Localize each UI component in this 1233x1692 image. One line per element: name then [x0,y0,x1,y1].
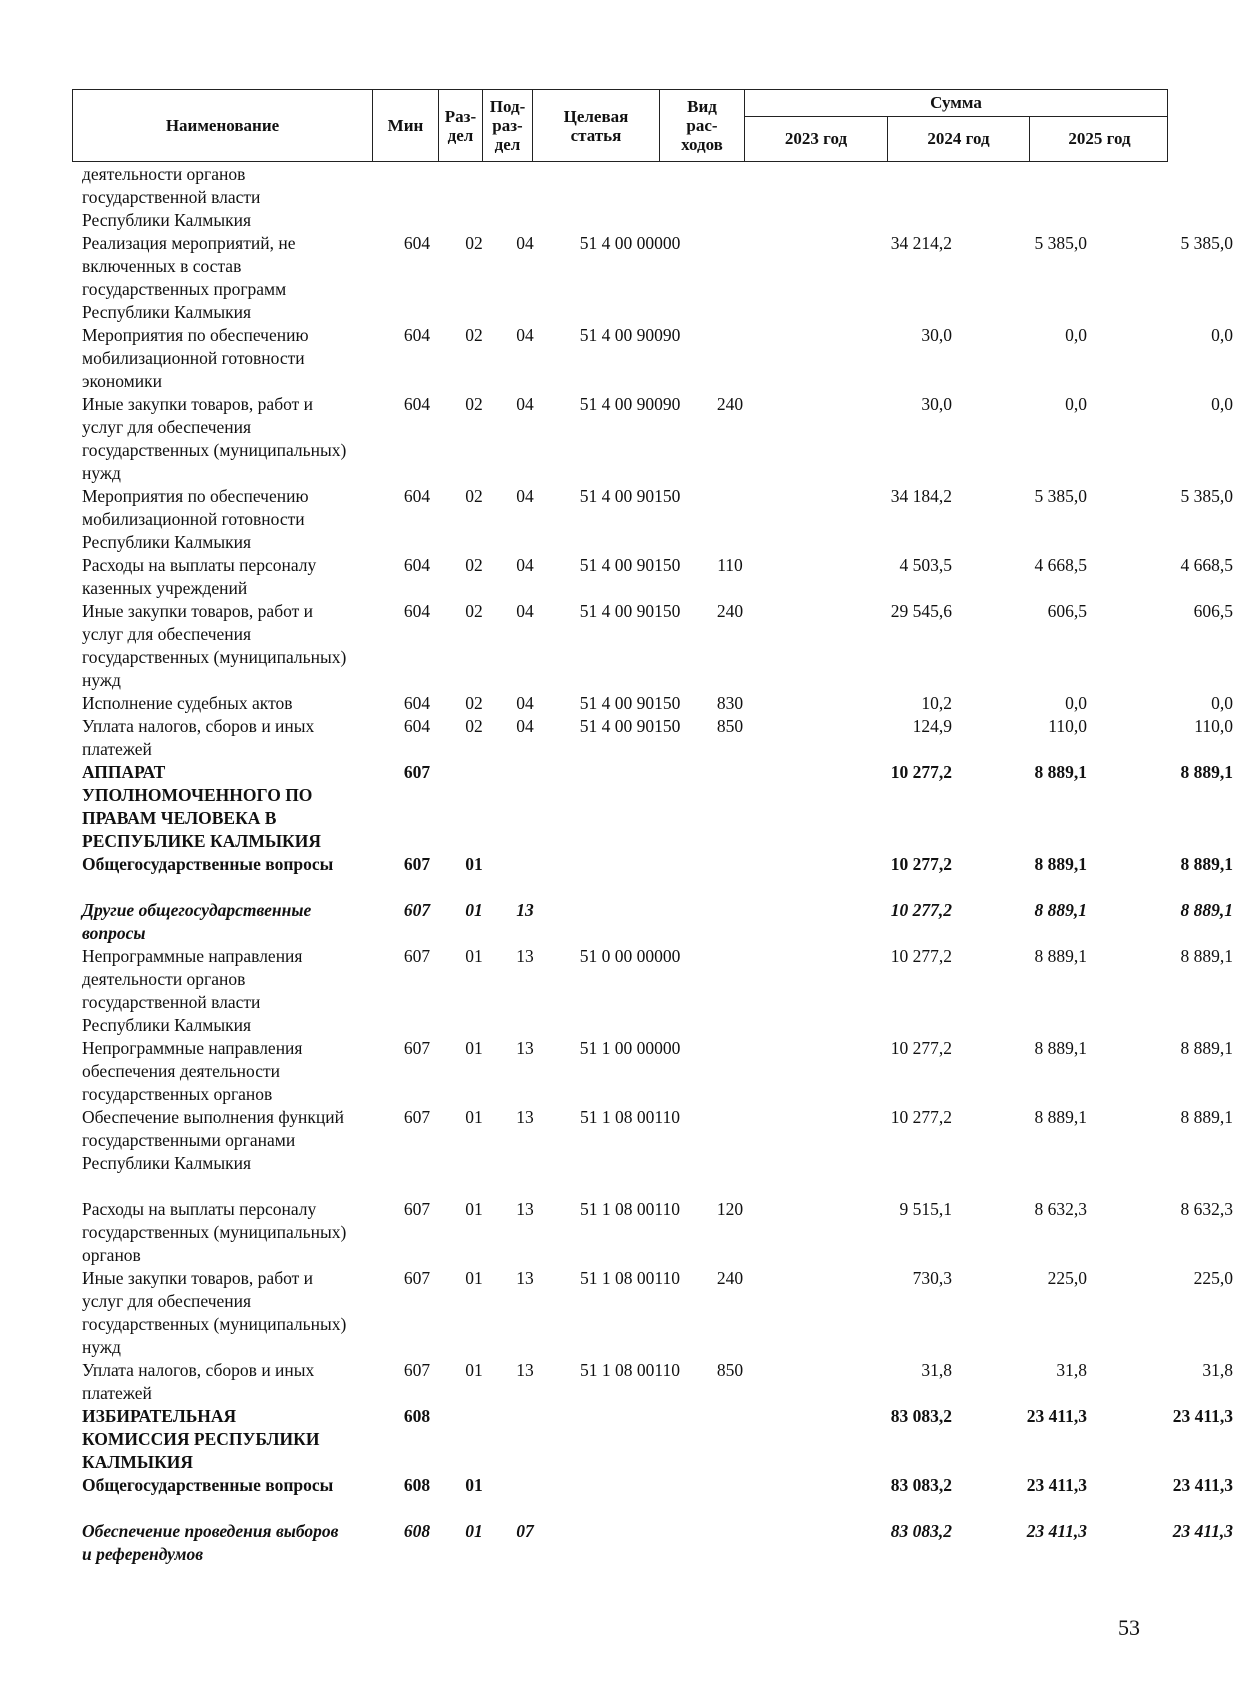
cell-name: Иные закупки товаров, работ и услуг для обеспечения государственных (муниципальных) нужд [82,601,347,690]
header-2023: 2023 год [745,116,888,161]
cell-name: Непрограммные направления обеспечения деятельности государственных органов [82,1038,303,1104]
cell-y1: 30,0 [921,394,952,414]
cell-name: деятельности органов государственной власти Республики Калмыкия [82,164,261,230]
cell-y3: 606,5 [1193,601,1233,621]
cell-y2: 23 411,3 [1026,1475,1087,1495]
cell-y1: 10 277,2 [890,946,952,966]
cell-min: 607 [403,900,431,920]
cell-y1: 29 545,6 [890,601,952,621]
table-row [72,1198,1233,1267]
cell-pr: 13 [516,1360,534,1380]
cell-rz: 01 [465,854,483,874]
cell-y3: 8 889,1 [1180,762,1233,782]
cell-rz: 01 [465,1199,483,1219]
cell-cs: 51 1 08 00110 [580,1199,680,1219]
cell-y3: 8 632,3 [1180,1199,1233,1219]
cell-min: 604 [403,233,431,253]
cell-name: Иные закупки товаров, работ и услуг для обеспечения государственных (муниципальных) нужд [82,394,347,483]
cell-pr: 04 [516,325,534,345]
cell-y1: 83 083,2 [890,1406,952,1426]
cell-rz: 02 [465,233,483,253]
cell-vr: 240 [716,394,744,414]
cell-rz: 02 [465,601,483,621]
cell-rz: 01 [465,900,483,920]
cell-min: 607 [403,1360,431,1380]
cell-pr: 13 [516,1268,534,1288]
cell-pr: 07 [516,1521,534,1541]
cell-cs: 51 1 08 00110 [580,1360,680,1380]
cell-min: 607 [403,854,431,874]
table-body [72,163,1233,1566]
cell-y2: 5 385,0 [1034,486,1087,506]
cell-cs: 51 1 08 00110 [580,1107,680,1127]
cell-cs: 51 4 00 00000 [579,233,681,253]
cell-name: Уплата налогов, сборов и иных платежей [82,1360,315,1403]
cell-name: Другие общегосударственные вопросы [82,900,312,943]
cell-name: Реализация мероприятий, не включенных в состав государственных программ Республики Калмыкия [82,233,296,322]
cell-rz: 01 [465,1268,483,1288]
cell-cs: 51 4 00 90150 [579,601,681,621]
cell-y3: 8 889,1 [1180,900,1233,920]
cell-vr: 830 [716,693,744,713]
cell-pr: 04 [516,394,534,414]
cell-cs: 51 4 00 90090 [579,325,681,345]
cell-y1: 83 083,2 [890,1475,952,1495]
cell-rz: 01 [465,1038,483,1058]
cell-y1: 10 277,2 [890,1107,952,1127]
table-row [72,163,1168,232]
cell-y1: 34 184,2 [890,486,952,506]
cell-cs: 51 1 00 00000 [579,1038,681,1058]
cell-y3: 4 668,5 [1180,555,1233,575]
cell-min: 607 [403,946,431,966]
cell-pr: 13 [516,1038,534,1058]
cell-y2: 8 889,1 [1034,762,1087,782]
cell-y1: 9 515,1 [899,1199,952,1219]
table-row [72,485,1233,554]
cell-name: Иные закупки товаров, работ и услуг для обеспечения государственных (муниципальных) нужд [82,1268,347,1357]
cell-y2: 8 889,1 [1034,900,1087,920]
cell-rz: 02 [465,693,483,713]
cell-y3: 8 889,1 [1180,1038,1233,1058]
cell-y1: 30,0 [921,325,952,345]
cell-y3: 8 889,1 [1180,946,1233,966]
cell-y1: 4 503,5 [899,555,952,575]
cell-rz: 02 [465,394,483,414]
cell-pr: 13 [516,900,534,920]
cell-cs: 51 4 00 90150 [579,693,681,713]
cell-cs: 51 1 08 00110 [580,1268,680,1288]
cell-y3: 5 385,0 [1180,486,1233,506]
cell-pr: 13 [516,1199,534,1219]
cell-y3: 23 411,3 [1172,1475,1233,1495]
cell-y2: 8 889,1 [1034,1038,1087,1058]
cell-pr: 04 [516,486,534,506]
cell-vr: 850 [716,716,744,736]
cell-rz: 01 [465,1360,483,1380]
cell-y3: 23 411,3 [1172,1521,1233,1541]
cell-vr: 240 [716,601,744,621]
table-row [72,232,1233,324]
cell-pr: 04 [516,601,534,621]
cell-y1: 730,3 [912,1268,952,1288]
cell-vr: 120 [716,1199,744,1219]
cell-y3: 5 385,0 [1180,233,1233,253]
table-row [72,945,1233,1037]
cell-y3: 8 889,1 [1180,1107,1233,1127]
cell-min: 607 [403,1038,431,1058]
cell-y3: 110,0 [1194,716,1233,736]
cell-min: 604 [403,486,431,506]
cell-y3: 0,0 [1211,325,1233,345]
cell-pr: 13 [516,946,534,966]
cell-min: 604 [403,555,431,575]
table-row [72,853,1233,899]
cell-rz: 01 [465,946,483,966]
cell-y2: 8 889,1 [1034,854,1087,874]
table-row [72,1520,1233,1566]
header-min: Мин [373,90,439,161]
cell-min: 608 [403,1406,431,1426]
cell-y3: 31,8 [1202,1360,1233,1380]
cell-y1: 124,9 [912,716,952,736]
cell-pr: 04 [516,233,534,253]
cell-y2: 110,0 [1048,716,1087,736]
cell-y1: 10 277,2 [890,762,952,782]
cell-name: Общегосударственные вопросы [82,1475,334,1495]
cell-vr: 240 [716,1268,744,1288]
table-row [72,692,1233,715]
cell-y2: 5 385,0 [1034,233,1087,253]
table-row [72,1474,1233,1520]
cell-min: 607 [403,1268,431,1288]
cell-rz: 02 [465,325,483,345]
cell-cs: 51 4 00 90150 [579,716,681,736]
table-row [72,715,1233,761]
cell-name: Обеспечение проведения выборов и референдумов [82,1521,339,1564]
cell-min: 608 [403,1521,431,1541]
cell-y3: 0,0 [1211,394,1233,414]
table-row [72,1405,1233,1474]
header-name: Наименование [73,90,373,161]
cell-name: Расходы на выплаты персоналу казенных учреждений [82,555,317,598]
cell-min: 604 [403,693,431,713]
cell-rz: 01 [465,1107,483,1127]
header-2024: 2024 год [888,116,1030,161]
table-row [72,600,1233,692]
cell-min: 607 [403,1199,431,1219]
cell-min: 607 [403,762,431,782]
cell-pr: 04 [516,555,534,575]
cell-name: ИЗБИРАТЕЛЬНАЯ КОМИССИЯ РЕСПУБЛИКИ КАЛМЫКИЯ [82,1406,320,1472]
cell-name: Общегосударственные вопросы [82,854,334,874]
cell-y2: 8 889,1 [1034,1107,1087,1127]
cell-name: Мероприятия по обеспечению мобилизационной готовности Республики Калмыкия [82,486,309,552]
cell-y2: 23 411,3 [1026,1521,1087,1541]
cell-y2: 8 632,3 [1034,1199,1087,1219]
cell-y1: 31,8 [921,1360,952,1380]
cell-cs: 51 0 00 00000 [579,946,681,966]
cell-min: 604 [403,325,431,345]
cell-y3: 0,0 [1211,693,1233,713]
cell-cs: 51 4 00 90150 [579,486,681,506]
table-row [72,1359,1233,1405]
table-row [72,899,1233,945]
cell-name: Уплата налогов, сборов и иных платежей [82,716,315,759]
cell-y3: 225,0 [1193,1268,1233,1288]
cell-y2: 23 411,3 [1026,1406,1087,1426]
cell-y1: 34 214,2 [890,233,952,253]
cell-y1: 10 277,2 [890,1038,952,1058]
cell-y2: 225,0 [1047,1268,1087,1288]
header-razdel: Раз- дел [439,90,483,161]
table-row [72,1267,1233,1359]
table-row [72,554,1233,600]
cell-y2: 4 668,5 [1034,555,1087,575]
cell-y1: 83 083,2 [890,1521,952,1541]
cell-pr: 04 [516,716,534,736]
cell-min: 604 [403,394,431,414]
cell-cs: 51 4 00 90150 [579,555,681,575]
cell-y1: 10,2 [921,693,952,713]
cell-name: Обеспечение выполнения функций государственными органами Республики Калмыкия [82,1107,344,1173]
cell-name: Мероприятия по обеспечению мобилизационной готовности экономики [82,325,309,391]
table-row [72,1037,1233,1106]
cell-y2: 0,0 [1065,325,1087,345]
cell-rz: 01 [465,1475,483,1495]
cell-y2: 606,5 [1047,601,1087,621]
cell-y2: 31,8 [1056,1360,1087,1380]
cell-name: Непрограммные направления деятельности органов государственной власти Республики Калмыкия [82,946,303,1035]
cell-rz: 02 [465,716,483,736]
cell-pr: 04 [516,693,534,713]
cell-name: АППАРАТ УПОЛНОМОЧЕННОГО ПО ПРАВАМ ЧЕЛОВЕКА В РЕСПУБЛИКЕ КАЛМЫКИЯ [82,762,321,851]
table-row [72,1106,1233,1198]
cell-y1: 10 277,2 [890,854,952,874]
cell-y3: 8 889,1 [1180,854,1233,874]
cell-cs: 51 4 00 90090 [579,394,681,414]
cell-y2: 0,0 [1065,394,1087,414]
cell-min: 604 [403,601,431,621]
cell-min: 604 [403,716,431,736]
cell-rz: 02 [465,555,483,575]
header-vid: Вид рас- ходов [660,90,745,161]
cell-pr: 13 [516,1107,534,1127]
header-summa: Сумма [745,90,1167,117]
table-row [72,761,1233,853]
page-number: 53 [1118,1615,1140,1640]
table-header [72,89,1168,162]
cell-y3: 23 411,3 [1172,1406,1233,1426]
cell-min: 607 [403,1107,431,1127]
cell-rz: 02 [465,486,483,506]
header-2025: 2025 год [1068,128,1131,148]
cell-y1: 10 277,2 [890,900,952,920]
cell-vr: 850 [716,1360,744,1380]
cell-y2: 0,0 [1065,693,1087,713]
cell-min: 608 [403,1475,431,1495]
table-row [72,393,1233,485]
header-celevaya: Целевая статья [533,90,660,161]
header-podrazdel: Под- раз- дел [483,90,533,161]
cell-y2: 8 889,1 [1034,946,1087,966]
cell-rz: 01 [465,1521,483,1541]
cell-vr: 110 [717,555,743,575]
cell-name: Исполнение судебных актов [82,693,293,713]
table-row [72,324,1233,393]
cell-name: Расходы на выплаты персоналу государственных (муниципальных) органов [82,1199,347,1265]
